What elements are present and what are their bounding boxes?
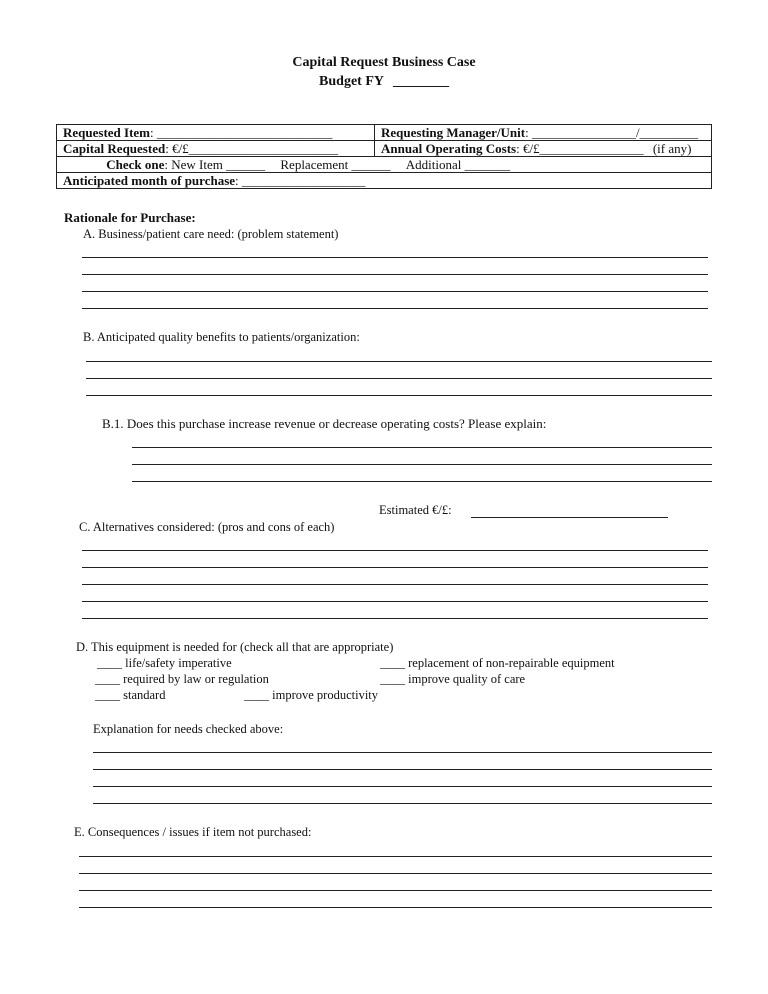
estimated-label: Estimated €/£: [379, 503, 452, 517]
month-label: Anticipated month of purchase [63, 173, 236, 188]
section-b1-line[interactable] [132, 481, 712, 482]
option-replacement-nonrepairable[interactable] [380, 656, 615, 671]
option-checkbox[interactable]: ____ [95, 672, 120, 686]
capital-label: Capital Requested [63, 141, 166, 156]
option-improve-productivity[interactable] [244, 688, 378, 703]
section-c-line[interactable] [82, 550, 708, 551]
check-one-label: Check one [106, 157, 165, 172]
section-d-label: D. This equipment is needed for (check all that are appropriate) [76, 640, 394, 654]
operating-label: Annual Operating Costs [381, 141, 517, 156]
explanation-line[interactable] [93, 769, 712, 770]
option-standard[interactable] [95, 688, 165, 703]
manager-label: Requesting Manager/Unit [381, 125, 526, 140]
section-e-line[interactable] [79, 873, 712, 874]
if-any-note: (if any) [652, 141, 692, 156]
section-b-line[interactable] [86, 361, 712, 362]
option-label: life/safety imperative [125, 656, 232, 670]
section-b1-line[interactable] [132, 447, 712, 448]
new-item-label: : New Item [164, 157, 223, 172]
section-a-line[interactable] [82, 274, 708, 275]
additional-label: Additional [405, 157, 462, 172]
capital-field[interactable]: : €/£_______________________ [165, 141, 339, 156]
section-c-line[interactable] [82, 567, 708, 568]
requested-item-field[interactable]: : ___________________________ [150, 125, 333, 140]
section-b1-line[interactable] [132, 464, 712, 465]
month-cell[interactable] [57, 173, 712, 189]
manager-cell[interactable] [375, 125, 712, 141]
option-label: standard [123, 688, 166, 702]
page-title: Capital Request Business Case [292, 55, 476, 70]
replacement-checkbox[interactable]: ______ [351, 157, 391, 172]
requested-item-label: Requested Item [63, 125, 151, 140]
requested-item-cell[interactable] [57, 125, 375, 141]
option-required-by-law[interactable] [95, 672, 269, 687]
check-one-cell [57, 157, 712, 173]
explanation-label: Explanation for needs checked above: [93, 722, 284, 736]
additional-checkbox[interactable]: _______ [464, 157, 511, 172]
section-c-line[interactable] [82, 584, 708, 585]
section-b-line[interactable] [86, 378, 712, 379]
option-improve-quality[interactable] [380, 672, 525, 687]
explanation-line[interactable] [93, 752, 712, 753]
option-checkbox[interactable]: ____ [380, 672, 405, 686]
budget-blank[interactable]: ________ [392, 74, 449, 89]
option-checkbox[interactable]: ____ [380, 656, 405, 670]
estimated-field[interactable] [471, 517, 668, 518]
budget-line [0, 74, 768, 90]
manager-field[interactable]: : ________________/_________ [525, 125, 699, 140]
explanation-line[interactable] [93, 803, 712, 804]
option-checkbox[interactable]: ____ [244, 688, 269, 702]
option-label: required by law or regulation [123, 672, 269, 686]
month-field[interactable]: : ___________________ [235, 173, 366, 188]
option-checkbox[interactable]: ____ [97, 656, 122, 670]
operating-field[interactable]: : €/£________________ [516, 141, 644, 156]
section-a-line[interactable] [82, 291, 708, 292]
section-a-line[interactable] [82, 308, 708, 309]
option-checkbox[interactable]: ____ [95, 688, 120, 702]
section-e-line[interactable] [79, 907, 712, 908]
section-e-line[interactable] [79, 856, 712, 857]
rationale-heading: Rationale for Purchase: [64, 210, 196, 225]
new-item-checkbox[interactable]: ______ [226, 157, 266, 172]
option-label: replacement of non-repairable equipment [408, 656, 615, 670]
option-label: improve productivity [272, 688, 379, 702]
option-life-safety[interactable] [97, 656, 232, 671]
section-a-label: A. Business/patient care need: (problem statement) [83, 227, 339, 241]
section-c-label: C. Alternatives considered: (pros and cons of each) [79, 520, 335, 534]
explanation-line[interactable] [93, 786, 712, 787]
section-e-label: E. Consequences / issues if item not purchased: [74, 825, 312, 839]
section-e-line[interactable] [79, 890, 712, 891]
section-b1-label: B.1. Does this purchase increase revenue or decrease operating costs? Please explain: [102, 416, 547, 431]
section-b-line[interactable] [86, 395, 712, 396]
section-c-line[interactable] [82, 618, 708, 619]
section-a-line[interactable] [82, 257, 708, 258]
option-label: improve quality of care [408, 672, 526, 686]
capital-cell[interactable] [57, 141, 375, 157]
section-c-line[interactable] [82, 601, 708, 602]
operating-cell[interactable] [375, 141, 712, 157]
request-info-table [56, 124, 712, 189]
budget-label: Budget FY [319, 74, 384, 89]
replacement-label: Replacement [280, 157, 349, 172]
section-b-label: B. Anticipated quality benefits to patients/organization: [83, 330, 360, 344]
